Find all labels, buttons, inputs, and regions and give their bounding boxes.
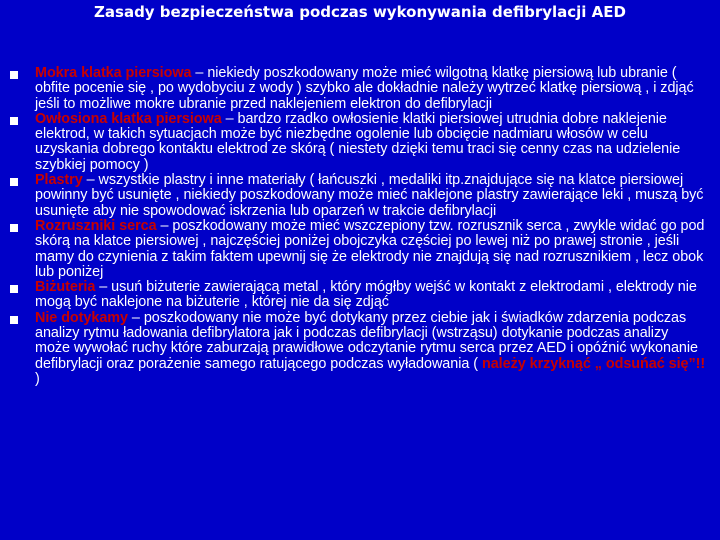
bullet-term: Plastry [35,172,83,189]
bullet-text: – bardzo rzadko owłosienie klatki piersiowej utrudnia dobre naklejenie elektrod, w takich sytuacjach może być niezbędne ogolenie lub obcięcie nadmiaru włosów w celu uzyskania dobrego kontaktu elektrod ze skórą ( niestety dzięki temu traci się cenny czas na udzielenie szybkiej pomocy ) [35,110,681,173]
bullet-item-jewelry [0,280,720,311]
bullet-item-wet-chest [0,66,720,112]
bullet-term: Nie dotykamy [35,309,128,326]
square-bullet-icon [10,316,18,324]
square-bullet-icon [10,224,18,232]
bullet-term: Owłosiona klatka piersiowa [35,110,222,127]
bullet-tail: ) [35,370,40,387]
square-bullet-icon [10,71,18,79]
bullet-term: Mokra klatka piersiowa [35,65,192,81]
bullet-text: – niekiedy poszkodowany może mieć wilgotną klatkę piersiową lub ubranie ( obfite pocenie się , po wydobyciu z wody ) szybko ale dokładnie należy wytrzeć klatkę piersiową , i zdjąć jeśli to możliwe mokre ubranie przed naklejeniem elektron do defibrylacji [35,65,694,112]
square-bullet-icon [10,117,18,125]
square-bullet-icon [10,285,18,293]
bullet-text: – usuń biżuterie zawierającą metal , który mógłby wejść w kontakt z elektrodami , elektrody nie mogą być naklejone na biżuterie , której nie da się zdjąć [35,279,697,311]
bullet-text: – poszkodowany nie może być dotykany przez ciebie jak i świadków zdarzenia podczas analizy rytmu ładowania defibrylatora jak i podczas defibrylacji (wstrząsu) dotykanie podczas analizy może wywołać ruchy które zaburzają prawidłowe odczytanie rytmu serca przez AED i opóźnić wykonanie defibrylacji oraz porażenie samego ratującego podczas wyładowania ( [35,309,698,372]
slide-title: Zasady bezpieczeństwa podczas wykonywania defibrylacji AED [94,3,626,21]
square-bullet-icon [10,178,18,186]
bullet-item-pacemakers [0,219,720,280]
bullet-item-do-not-touch [0,311,720,387]
bullet-item-hairy-chest [0,112,720,173]
bullet-term: Biżuteria [35,279,96,296]
bullet-text: – wszystkie plastry i inne materiały ( łańcuszki , medaliki itp.znajdujące się na klatce piersiowej powinny być usunięte , niekiedy poszkodowany może mieć naklejone plastry zawierające leki , muszą być usunięte aby nie spowodować iskrzenia lub oparzeń w trakcie defibrylacji [35,172,704,219]
bullet-text: – poszkodowany może mieć wszczepiony tzw. rozrusznik serca , zwykle widać go pod skórą na klatce piersiowej , najczęściej poniżej obojczyka częściej po lewej niż po prawej stronie , jeśli mamy do czynienia z takim faktem upewnij się że elektrody nie znajdują się nad rozrusznikiem , lecz obok lub poniżej [35,217,705,280]
bullet-emphasis: należy krzyknąć „ odsuńać się”!! [481,355,706,372]
bullet-term: Rozruszniki serca [35,217,157,234]
bullet-list [0,66,720,387]
bullet-item-patches [0,173,720,219]
